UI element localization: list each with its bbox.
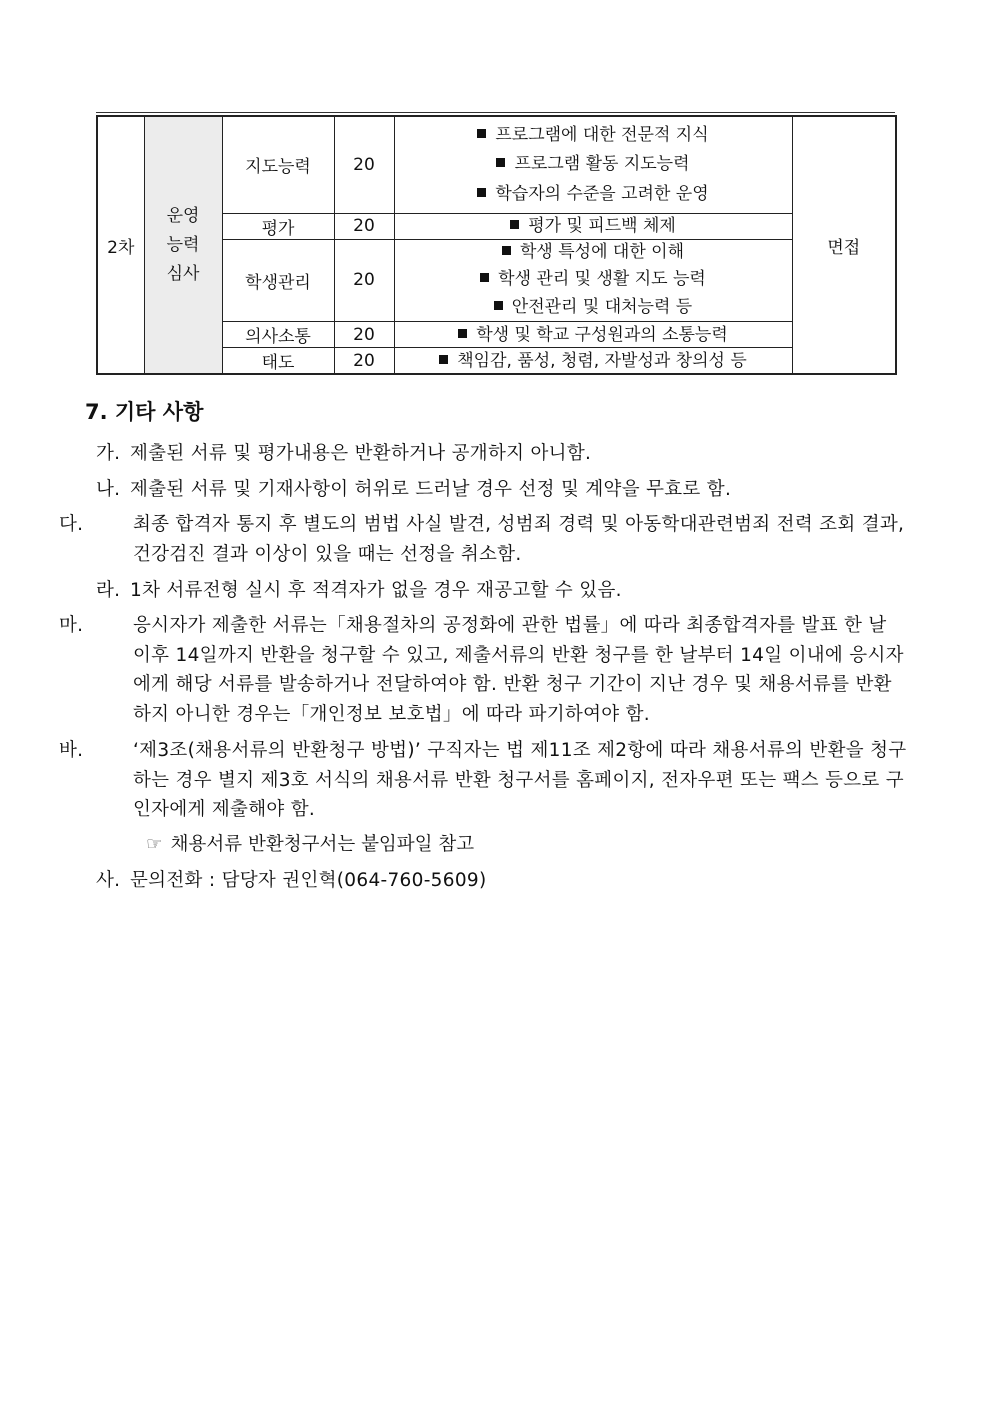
list-item: 바. ‘제3조(채용서류의 반환청구 방법)’ 구직자는 법 제11조 제2항에 따라 채용서류의 반환을 청구하는 경우 별지 제3호 서식의 채용서류 반환 청구서를 홈페이지, 전자우편 또는 팩스 등으로 구인자에게 제출해야 함. [59, 740, 907, 820]
criterion-cell: 평가 [222, 213, 334, 239]
items-cell [394, 116, 792, 213]
list-item: 다. 최종 합격자 통지 후 별도의 범법 사실 발견, 성범죄 경력 및 아동학대관련범죄 전력 조회 결과, 건강검진 결과 이상이 있을 때는 선정을 취소함. [59, 514, 905, 565]
list-item: 나. 제출된 서류 및 기재사항이 허위로 드러날 경우 선정 및 계약을 무효로 함. [96, 479, 732, 500]
score-cell: 20 [334, 239, 394, 322]
list-item: 책임감, 품성, 청렴, 자발성과 창의성 등 [395, 350, 792, 372]
square-bullet-icon [480, 273, 489, 282]
list-item: 마. 응시자가 제출한 서류는「채용절차의 공정화에 관한 법률」에 따라 최종합격자를 발표 한 날 이후 14일까지 반환을 청구할 수 있고, 제출서류의 반환 청구를 한 날부터 14일 이내에 응시자에게 해당 서류를 발송하거나 전달하여야 함. 반환 청구 기간이 지난 경우 및 채용서류를 반환하지 아니한 경우는「개인정보 보호법」에 따라 파기하여야 함. [59, 615, 904, 725]
score-cell: 20 [334, 348, 394, 375]
list-item: 가. 제출된 서류 및 평가내용은 반환하거나 공개하지 아니함. [96, 443, 592, 464]
square-bullet-icon [510, 220, 519, 229]
list-item: 학습자의 수준을 고려한 운영 [395, 180, 792, 210]
evaluation-table [96, 115, 897, 375]
criterion-cell: 학생관리 [222, 239, 334, 322]
criterion-cell: 지도능력 [222, 116, 334, 213]
score-cell: 20 [334, 116, 394, 213]
score-cell: 20 [334, 213, 394, 239]
square-bullet-icon [496, 158, 505, 167]
list-item: 학생 특성에 대한 이해 [395, 240, 792, 265]
list-item: 사. 문의전화 : 담당자 권인혁(064-760-5609) [96, 870, 487, 891]
section-title: 7. 기타 사항 [85, 400, 204, 424]
category-cell: 운영 능력 심사 [144, 116, 222, 374]
list-item: 학생 및 학교 구성원과의 소통능력 [395, 324, 792, 346]
square-bullet-icon [477, 188, 486, 197]
stage-cell: 2차 [97, 116, 144, 374]
square-bullet-icon [458, 329, 467, 338]
table-top-rule [96, 112, 895, 113]
items-cell [394, 348, 792, 375]
score-cell: 20 [334, 322, 394, 348]
list-item: 프로그램 활동 지도능력 [395, 150, 792, 180]
pointing-hand-icon: ☞ [146, 834, 163, 855]
list-item: 프로그램에 대한 전문적 지식 [395, 121, 792, 151]
list-item: 평가 및 피드백 체제 [395, 215, 792, 237]
list-item: 라. 1차 서류전형 실시 후 적격자가 없을 경우 재공고할 수 있음. [96, 580, 622, 601]
method-cell: 면접 [792, 116, 896, 374]
items-cell [394, 213, 792, 239]
square-bullet-icon [477, 129, 486, 138]
attachment-note: ☞ 채용서류 반환청구서는 붙임파일 참고 [146, 834, 475, 855]
list-item: 안전관리 및 대처능력 등 [395, 294, 792, 321]
items-cell [394, 322, 792, 348]
square-bullet-icon [494, 301, 503, 310]
square-bullet-icon [502, 246, 511, 255]
criterion-cell: 의사소통 [222, 322, 334, 348]
items-cell [394, 239, 792, 322]
criterion-cell: 태도 [222, 348, 334, 375]
table-row [97, 116, 896, 213]
square-bullet-icon [439, 355, 448, 364]
list-item: 학생 관리 및 생활 지도 능력 [395, 265, 792, 295]
